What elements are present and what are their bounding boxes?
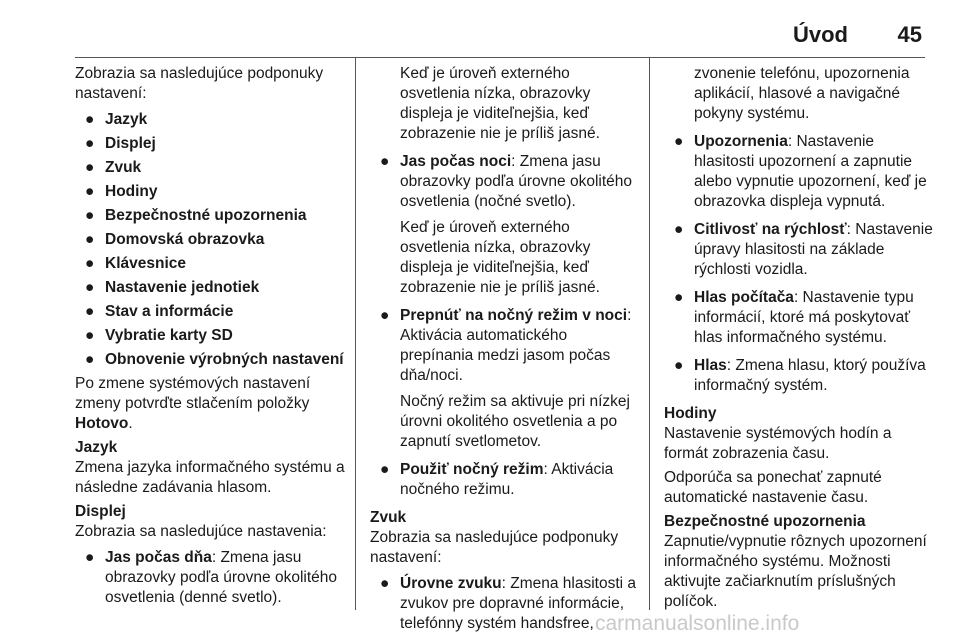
list-item: ● Jas počas noci: Zmena jasu obrazovky podľa úrovne okolitého osvetlenia (nočné svetlo). Keď je úroveň externého osvetlenia nízka, obrazovky displeja je viditeľnejšia, keď zobrazenie nie je príliš jasné.	[370, 152, 642, 298]
list-item: ● Úrovne zvuku: Zmena hlasitosti a zvukov pre dopravné informácie, telefónny systém handsfree,	[380, 575, 637, 632]
displej-text: Zobrazia sa nasledujúce nastavenia:	[75, 523, 327, 540]
list-item: ● Hlas: Zmena hlasu, ktorý používa informačný systém.	[674, 357, 926, 394]
bullet-icon: ●	[85, 111, 95, 128]
displej-list-continued	[370, 152, 642, 500]
continued-paragraph: zvonenie telefónu, upozornenia aplikácií, hlasové a navigačné pokyny systému.	[694, 65, 910, 122]
column-1	[75, 64, 347, 612]
bezp-text: Zapnutie/vypnutie rôznych upozornení informačného systému. Možnosti aktivujte začiarknutím príslušných políčok.	[664, 533, 927, 610]
watermark: carmanualsonline.info	[595, 612, 800, 635]
jazyk-text: Zmena jazyka informačného systému a následne zadávania hlasom.	[75, 459, 345, 496]
bullet-icon: ●	[85, 207, 95, 224]
intro-text: Zobrazia sa nasledujúce podponuky nastavení:	[75, 65, 324, 102]
zvuk-heading: Zvuk	[370, 509, 407, 526]
bullet-icon: ●	[380, 461, 390, 478]
list-item: ● Hlas počítača: Nastavenie typu informácií, ktoré má poskytovať hlas informačného systému.	[674, 289, 914, 346]
confirm-paragraph: Po zmene systémových nastavení zmeny potvrďte stlačením položky Hotovo.	[75, 375, 311, 432]
bezp-heading: Bezpečnostné upozornenia	[664, 513, 866, 530]
bullet-icon: ●	[85, 159, 95, 176]
hodiny-text: Nastavenie systémových hodín a formát zobrazenia času.	[664, 425, 892, 462]
list-item: ● Použiť nočný režim: Aktivácia nočného režimu.	[380, 461, 614, 498]
bullet-icon: ●	[380, 307, 390, 324]
bullet-icon: ●	[85, 255, 95, 272]
bullet-icon: ●	[674, 357, 684, 374]
continued-paragraph: Keď je úroveň externého osvetlenia nízka, obrazovky displeja je viditeľnejšia, keď zobrazenie nie je príliš jasné.	[400, 65, 600, 142]
column-divider-2	[649, 58, 650, 610]
list-item: ● Zvuk	[85, 159, 142, 176]
bullet-icon: ●	[380, 153, 390, 170]
prepnut-note: Nočný režim sa aktivuje pri nízkej úrovni okolitého osvetlenia a po zapnutí svetlometov.	[400, 393, 630, 450]
header-rule	[75, 57, 925, 58]
list-item: ● Citlivosť na rýchlosť: Nastavenie úpravy hlasitosti na základe rýchlosti vozidla.	[674, 221, 933, 278]
submenu-list	[75, 110, 347, 370]
displej-list	[75, 548, 347, 608]
bullet-icon: ●	[674, 221, 684, 238]
bullet-icon: ●	[85, 303, 95, 320]
column-2	[370, 64, 642, 638]
list-item: ● Upozornenia: Nastavenie hlasitosti upozornení a zapnutie alebo vypnutie upozornení, keď je obrazovka displeja vypnutá.	[674, 133, 927, 210]
bullet-icon: ●	[85, 279, 95, 296]
bullet-icon: ●	[85, 231, 95, 248]
column-3	[664, 64, 934, 616]
bullet-icon: ●	[85, 183, 95, 200]
displej-heading: Displej	[75, 503, 126, 520]
list-item: ● Prepnúť na nočný režim v noci: Aktivácia automatického prepínania medzi jasom počas dňa/noci. Nočný režim sa aktivuje pri nízkej úrovni okolitého osvetlenia a po zapnutí svetlometov.	[370, 306, 642, 452]
list-item: ● Vybratie karty SD	[85, 327, 233, 344]
zvuk-text: Zobrazia sa nasledujúce podponuky nastavení:	[370, 529, 619, 566]
list-item: ● Obnovenie výrobných nastavení	[85, 351, 344, 368]
bullet-icon: ●	[85, 327, 95, 344]
bullet-icon: ●	[85, 135, 95, 152]
list-item: ● Klávesnice	[85, 255, 186, 272]
list-item: ● Displej	[85, 135, 156, 152]
jas-noci-note: Keď je úroveň externého osvetlenia nízka, obrazovky displeja je viditeľnejšia, keď zobrazenie nie je príliš jasné.	[400, 219, 600, 296]
bullet-icon: ●	[674, 289, 684, 306]
section-title: Úvod	[793, 22, 848, 47]
list-item: ● Domovská obrazovka	[85, 231, 265, 248]
jazyk-heading: Jazyk	[75, 439, 118, 456]
page-number: 45	[897, 22, 922, 47]
bullet-icon: ●	[380, 575, 390, 592]
hodiny-text-2: Odporúča sa ponechať zapnuté automatické nastavenie času.	[664, 469, 882, 506]
bullet-icon: ●	[85, 549, 95, 566]
list-item: ● Stav a informácie	[85, 303, 234, 320]
list-item: ● Jazyk	[85, 111, 148, 128]
zvuk-list-continued	[664, 132, 934, 396]
page-header	[0, 10, 960, 50]
list-item: ● Hodiny	[85, 183, 158, 200]
hotovo-label: Hotovo	[75, 415, 129, 432]
hodiny-heading: Hodiny	[664, 405, 717, 422]
bullet-icon: ●	[674, 133, 684, 150]
column-divider-1	[355, 58, 356, 610]
list-item: ● Nastavenie jednotiek	[85, 279, 260, 296]
bullet-icon: ●	[85, 351, 95, 368]
list-item: ● Bezpečnostné upozornenia	[85, 207, 307, 224]
list-item: ● Jas počas dňa: Zmena jasu obrazovky podľa úrovne okolitého osvetlenia (denné svetlo).	[85, 549, 338, 606]
